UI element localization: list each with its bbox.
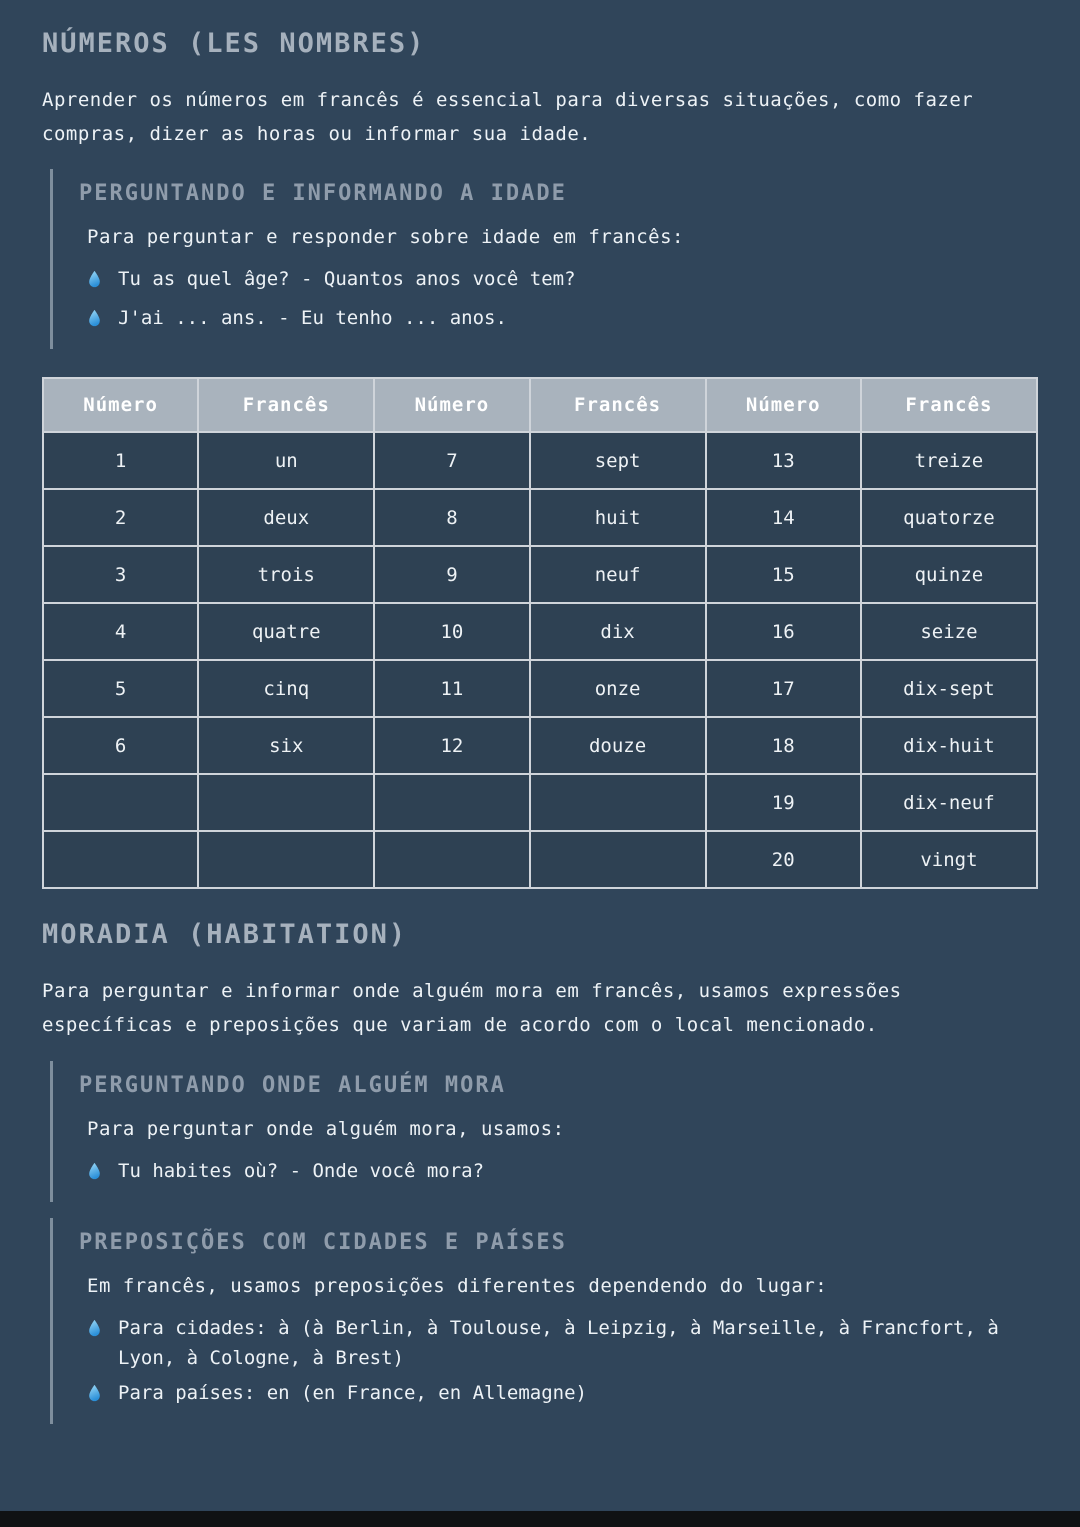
table-cell <box>198 831 374 888</box>
table-cell: 6 <box>43 717 198 774</box>
table-cell: un <box>198 432 374 489</box>
table-row <box>43 660 1037 717</box>
column-header: Número <box>374 378 529 432</box>
table-cell <box>374 774 529 831</box>
table-cell: trois <box>198 546 374 603</box>
table-cell: 15 <box>706 546 861 603</box>
water-drop-icon <box>87 1382 102 1412</box>
table-row <box>43 831 1037 888</box>
callout-preposicoes <box>50 1218 1038 1424</box>
bullet-text: Para cidades: à (à Berlin, à Toulouse, à Leipzig, à Marseille, à Francfort, à Lyon, à Cologne, à Brest) <box>118 1316 999 1370</box>
table-cell: dix <box>530 603 706 660</box>
table-row <box>43 432 1037 489</box>
perguntando-bullet-list <box>87 1156 1038 1190</box>
water-drop-icon <box>87 268 102 298</box>
table-cell: quatre <box>198 603 374 660</box>
numbers-table <box>42 377 1038 889</box>
callout-heading-preposicoes: PREPOSIÇÕES COM CIDADES E PAÍSES <box>79 1229 567 1255</box>
column-header: Número <box>706 378 861 432</box>
section-title-moradia: MORADIA (HABITATION) <box>42 919 408 951</box>
callout-idade <box>50 169 1038 349</box>
bullet-text: Para países: en (en France, en Allemagne) <box>118 1381 587 1404</box>
table-cell: 19 <box>706 774 861 831</box>
table-cell <box>198 774 374 831</box>
water-drop-icon <box>87 1160 102 1190</box>
table-cell: 7 <box>374 432 529 489</box>
table-row <box>43 603 1037 660</box>
table-cell: 2 <box>43 489 198 546</box>
bullet-text: J'ai ... ans. - Eu tenho ... anos. <box>118 306 507 329</box>
table-cell: 11 <box>374 660 529 717</box>
table-cell: quatorze <box>861 489 1037 546</box>
table-cell <box>530 831 706 888</box>
table-cell: 3 <box>43 546 198 603</box>
table-cell: 8 <box>374 489 529 546</box>
table-cell: treize <box>861 432 1037 489</box>
callout-heading-idade: PERGUNTANDO E INFORMANDO A IDADE <box>79 181 567 207</box>
list-item <box>87 264 1038 298</box>
table-cell: seize <box>861 603 1037 660</box>
table-cell: 5 <box>43 660 198 717</box>
callout-lead-idade: Para perguntar e responder sobre idade em francês: <box>87 226 684 249</box>
numeros-intro: Aprender os números em francês é essencial para diversas situações, como fazer compras, dizer as horas ou informar sua idade. <box>42 89 974 146</box>
table-cell: quinze <box>861 546 1037 603</box>
section-title-numeros: NÚMEROS (LES NOMBRES) <box>42 28 426 59</box>
table-cell: 17 <box>706 660 861 717</box>
list-item <box>87 1313 1038 1374</box>
water-drop-icon <box>87 1317 102 1347</box>
water-drop-icon <box>87 307 102 337</box>
table-cell: 1 <box>43 432 198 489</box>
table-cell: douze <box>530 717 706 774</box>
table-cell: sept <box>530 432 706 489</box>
table-cell <box>43 831 198 888</box>
table-cell: deux <box>198 489 374 546</box>
table-cell: dix-sept <box>861 660 1037 717</box>
column-header: Francês <box>530 378 706 432</box>
callout-heading-perguntando: PERGUNTANDO ONDE ALGUÉM MORA <box>79 1072 506 1098</box>
column-header: Francês <box>861 378 1037 432</box>
list-item <box>87 1156 1038 1190</box>
table-cell: dix-neuf <box>861 774 1037 831</box>
callout-lead-perguntando: Para perguntar onde alguém mora, usamos: <box>87 1117 565 1140</box>
table-row <box>43 774 1037 831</box>
table-cell: neuf <box>530 546 706 603</box>
idade-bullet-list <box>87 264 1038 337</box>
table-cell: 12 <box>374 717 529 774</box>
preposicoes-bullet-list <box>87 1313 1038 1412</box>
table-cell: onze <box>530 660 706 717</box>
table-cell: 20 <box>706 831 861 888</box>
table-cell <box>43 774 198 831</box>
bullet-text: Tu habites où? - Onde você mora? <box>118 1159 485 1182</box>
moradia-intro: Para perguntar e informar onde alguém mora em francês, usamos expressões específicas e preposições que variam de acordo com o local mencionado. <box>42 980 902 1037</box>
callout-perguntando-mora <box>50 1061 1038 1202</box>
table-header-row <box>43 378 1037 432</box>
bullet-text: Tu as quel âge? - Quantos anos você tem? <box>118 268 576 291</box>
table-cell: six <box>198 717 374 774</box>
callout-lead-preposicoes: Em francês, usamos preposições diferentes dependendo do lugar: <box>87 1274 828 1297</box>
table-cell <box>374 831 529 888</box>
footer-bar <box>0 1511 1080 1527</box>
table-row <box>43 489 1037 546</box>
table-cell: dix-huit <box>861 717 1037 774</box>
list-item <box>87 303 1038 337</box>
list-item <box>87 1378 1038 1412</box>
table-cell: 16 <box>706 603 861 660</box>
table-cell: 10 <box>374 603 529 660</box>
table-cell: 9 <box>374 546 529 603</box>
table-cell: cinq <box>198 660 374 717</box>
table-cell <box>530 774 706 831</box>
column-header: Número <box>43 378 198 432</box>
table-row <box>43 546 1037 603</box>
column-header: Francês <box>198 378 374 432</box>
table-cell: 18 <box>706 717 861 774</box>
table-cell: 14 <box>706 489 861 546</box>
table-cell: 13 <box>706 432 861 489</box>
table-row <box>43 717 1037 774</box>
table-cell: 4 <box>43 603 198 660</box>
table-cell: huit <box>530 489 706 546</box>
table-cell: vingt <box>861 831 1037 888</box>
